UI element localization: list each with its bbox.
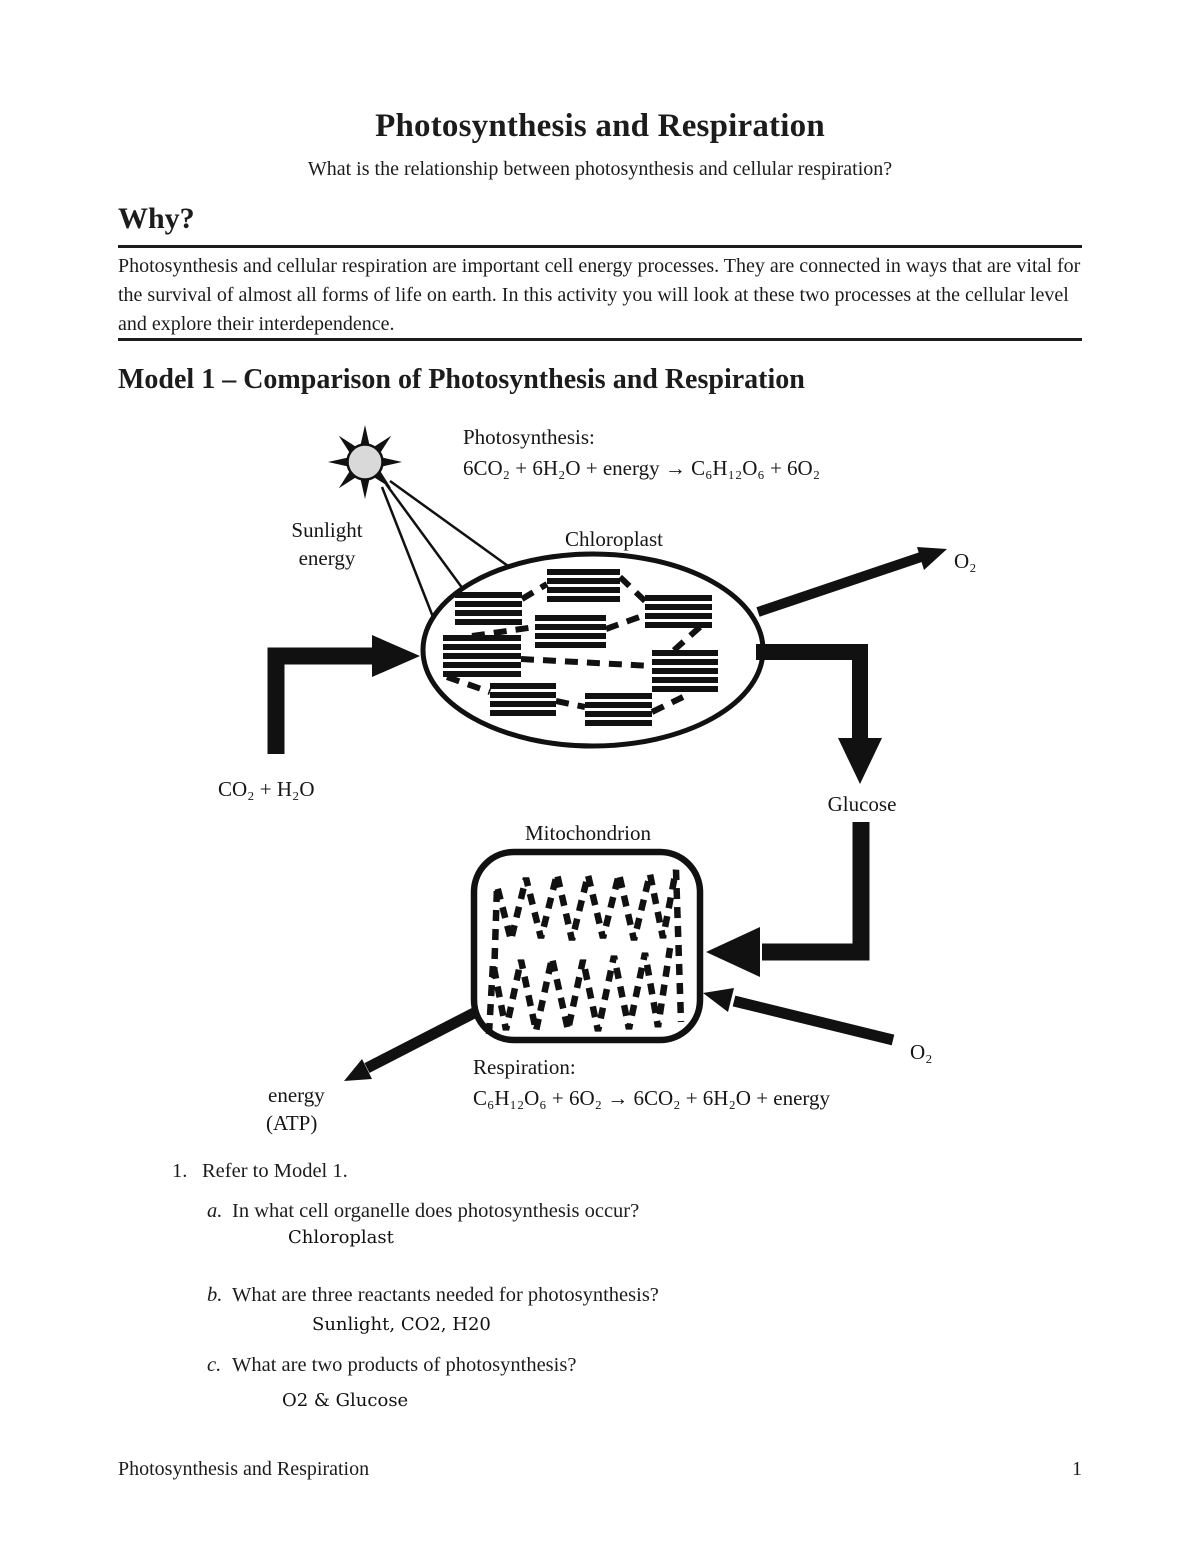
question-1c-text: What are two products of photosynthesis? [232, 1354, 577, 1376]
arrowhead [838, 738, 882, 784]
arrow-chloroplast-to-glucose [756, 652, 882, 784]
question-1-intro: Refer to Model 1. [202, 1160, 348, 1182]
document-subtitle: What is the relationship between photosynthesis and cellular respiration? [307, 158, 893, 180]
footer-document-title: Photosynthesis and Respiration [118, 1458, 370, 1480]
atp-label: (ATP) [266, 1111, 318, 1135]
photosynthesis-label: Photosynthesis: [463, 425, 595, 449]
arrow-glucose-to-mitochondrion [706, 822, 861, 977]
question-1b-text: What are three reactants needed for photosynthesis? [232, 1284, 659, 1306]
sunlight-label-line2: energy [298, 546, 356, 570]
arrowhead [706, 927, 760, 977]
co2-h2o-label: CO₂ + H₂O [218, 777, 315, 801]
arrow-o2-to-mitochondrion [703, 988, 893, 1040]
question-1-number: 1. [172, 1160, 188, 1182]
mitochondrion-label: Mitochondrion [525, 821, 651, 845]
question-1b-letter: b. [207, 1284, 223, 1306]
question-1a-letter: a. [207, 1200, 223, 1222]
respiration-equation: C₆H₁₂O₆ + 6O₂ → 6CO₂ + 6H₂O + energy [473, 1086, 831, 1110]
sunlight-label-line1: Sunlight [291, 518, 363, 542]
o2-bottom-label: O₂ [910, 1040, 933, 1064]
model1-diagram [150, 408, 1050, 1138]
arrowhead [917, 547, 947, 570]
photosynthesis-equation: 6CO₂ + 6H₂O + energy → C₆H₁₂O₆ + 6O₂ [463, 456, 821, 480]
sun-disc [348, 445, 383, 480]
question-1c-letter: c. [207, 1354, 222, 1376]
arrowhead [703, 988, 734, 1012]
arrow-chloroplast-to-o2 [758, 547, 947, 612]
arrow-co2-h2o-to-chloroplast [276, 635, 420, 754]
why-paragraph: Photosynthesis and cellular respiration are important cell energy processes. They are connected in ways that are vital for the survival of almost all forms of life on earth. In this activity you will look at these two processes at the cellular level and explore their interdependence. [118, 255, 1081, 335]
chloroplast-label: Chloroplast [565, 527, 663, 551]
arrow-mitochondrion-to-energy [344, 1013, 474, 1081]
respiration-label: Respiration: [473, 1055, 576, 1079]
footer-page-number: 1 [1072, 1458, 1082, 1480]
energy-label: energy [268, 1083, 325, 1107]
question-1c-answer: O2 & Glucose [282, 1390, 409, 1411]
arrowhead [372, 635, 420, 677]
model1-heading: Model 1 – Comparison of Photosynthesis and Respiration [118, 364, 805, 395]
o2-top-label: O₂ [954, 549, 977, 573]
question-1a-answer: Chloroplast [288, 1227, 394, 1248]
document-title: Photosynthesis and Respiration [375, 108, 825, 144]
sun-icon [328, 425, 402, 499]
question-1a-text: In what cell organelle does photosynthesis occur? [232, 1200, 640, 1222]
question-1b-answer: Sunlight, CO2, H20 [312, 1314, 491, 1335]
why-heading: Why? [118, 202, 195, 235]
divider-bottom [118, 338, 1082, 341]
glucose-label: Glucose [827, 792, 897, 816]
divider-top [118, 245, 1082, 248]
